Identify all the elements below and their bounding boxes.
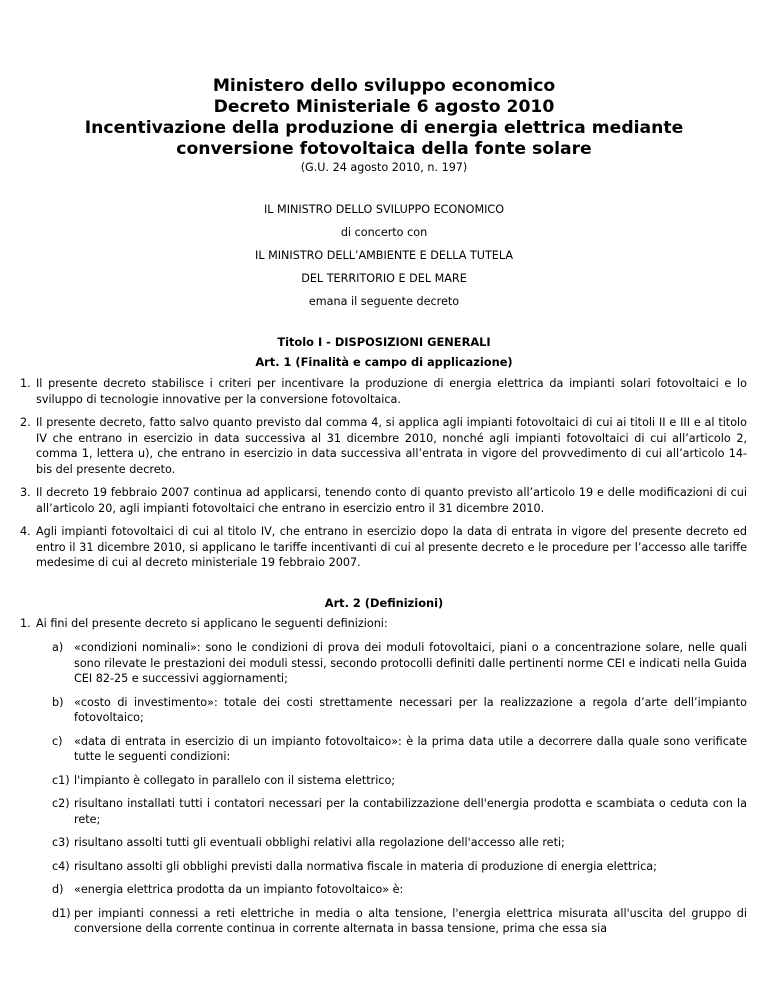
art1-paragraph [20,376,747,407]
definition-item [52,796,747,827]
definition-letter: c1) [52,773,70,787]
ministry-title: Ministero dello sviluppo economico [212,76,556,96]
art2-paragraph-1 [20,616,747,640]
definition-letter: c3) [52,836,70,849]
territory-line: DEL TERRITORIO E DEL MARE [301,272,467,285]
definition-text: per impianti connessi a reti elettriche in media o alta tensione, l'energia elettrica misurata all'uscita del gruppo di conversione della corrente continua in corrente alternata in bassa tensione, prima che essa sia [74,906,747,935]
art1-heading: Art. 1 (Finalità e campo di applicazione) [255,355,513,369]
definition-text: «data di entrata in esercizio di un impianto fotovoltaico»: è la prima data utile a decorrere dalla quale sono verificate tutte le seguenti condizioni: [74,734,747,763]
paragraph-number: 1. [20,377,31,390]
paragraph-text: Ai fini del presente decreto si applicano le seguenti definizioni: [36,617,388,630]
definition-text: risultano assolti tutti gli eventuali obblighi relativi alla regolazione dell'accesso alle reti; [74,836,565,849]
art1-paragraphs [20,376,747,579]
definition-item [52,773,747,789]
art2-paragraph [20,616,747,632]
definition-item [52,906,747,937]
definition-item [52,882,747,898]
paragraph-text: Il presente decreto, fatto salvo quanto previsto dal comma 4, si applica agli impianti fotovoltaici di cui ai titoli II e III e al titolo IV che entrano in esercizio in data successiva al 31 dicembre 2010, nonché agli impianti fotovoltaici di cui all’articolo 2, comma 1, lettera u), che entrano in esercizio in data successiva all’entrata in vigore del provvedimento di cui all’articolo 14-bis del presente decreto. [36,416,747,476]
definition-letter: c) [52,734,63,748]
decree-title: Decreto Ministeriale 6 agosto 2010 [213,97,555,117]
paragraph-number: 1. [20,617,31,630]
definition-letter: a) [52,641,64,654]
paragraph-text: Il presente decreto stabilisce i criteri per incentivare la produzione di energia elettrica da impianti solari fotovoltaici e lo sviluppo di tecnologie innovative per la conversione fotovoltaica. [36,377,747,406]
definition-text: «condizioni nominali»: sono le condizioni di prova dei moduli fotovoltaici, piani o a concentrazione solare, nelle quali sono rilevate le prestazioni dei moduli stessi, secondo protocolli definiti dalle pertinenti norme CEI e indicati nella Guida CEI 82-25 e successivi aggiornamenti; [74,641,747,685]
definition-text: «energia elettrica prodotta da un impianto fotovoltaico» è: [74,883,404,896]
environment-minister-line: IL MINISTRO DELL’AMBIENTE E DELLA TUTELA [255,249,513,262]
definition-letter: c2) [52,797,70,810]
gazette-reference: (G.U. 24 agosto 2010, n. 197) [300,161,468,174]
definition-letter: b) [52,695,64,709]
enacting-formula [60,202,708,317]
definition-item [52,859,747,875]
paragraph-number: 2. [20,416,31,429]
concert-line: di concerto con [340,226,428,239]
definition-item [52,640,747,687]
titolo-heading: Titolo I - DISPOSIZIONI GENERALI [277,335,491,349]
definition-text: risultano assolti gli obblighi previsti dalla normativa fiscale in materia di produzione di energia elettrica; [74,859,657,873]
minister-line: IL MINISTRO DELLO SVILUPPO ECONOMICO [263,203,505,216]
paragraph-text: Il decreto 19 febbraio 2007 continua ad applicarsi, tenendo conto di quanto previsto all’articolo 19 e delle modificazioni di cui all’articolo 20, agli impianti fotovoltaici che entrano in esercizio entro il 31 dicembre 2010. [36,486,747,515]
art2-heading: Art. 2 (Definizioni) [324,596,444,610]
definition-item [52,835,747,851]
art1-paragraph [20,524,747,571]
art1-paragraph [20,415,747,477]
art1-paragraph [20,485,747,516]
definition-item [52,695,747,726]
definition-text: risultano installati tutti i contatori necessari per la contabilizzazione dell'energia prodotta e scambiata o ceduta con la rete; [74,797,747,826]
definition-item [52,734,747,765]
definitions-list [52,640,747,945]
definition-text: l'impianto è collegato in parallelo con il sistema elettrico; [74,773,396,787]
document-header [60,76,708,176]
paragraph-number: 4. [20,525,31,538]
definition-letter: c4) [52,859,70,873]
emana-line: emana il seguente decreto [308,295,460,308]
definition-letter: d) [52,883,64,896]
definition-text: «costo di investimento»: totale dei costi strettamente necessari per la realizzazione a regola d’arte dell’impianto fotovoltaico; [74,695,747,724]
subject-title-line-2: conversione fotovoltaica della fonte solare [176,139,592,159]
paragraph-text: Agli impianti fotovoltaici di cui al titolo IV, che entrano in esercizio dopo la data di entrata in vigore del presente decreto ed entro il 31 dicembre 2010, si applicano le tariffe incentivanti di cui al presente decreto e le procedure per l’accesso alle tariffe medesime di cui al decreto ministeriale 19 febbraio 2007. [36,525,747,569]
paragraph-number: 3. [20,486,31,499]
subject-title-line-1: Incentivazione della produzione di energia elettrica mediante [84,118,684,138]
definition-letter: d1) [52,906,71,920]
